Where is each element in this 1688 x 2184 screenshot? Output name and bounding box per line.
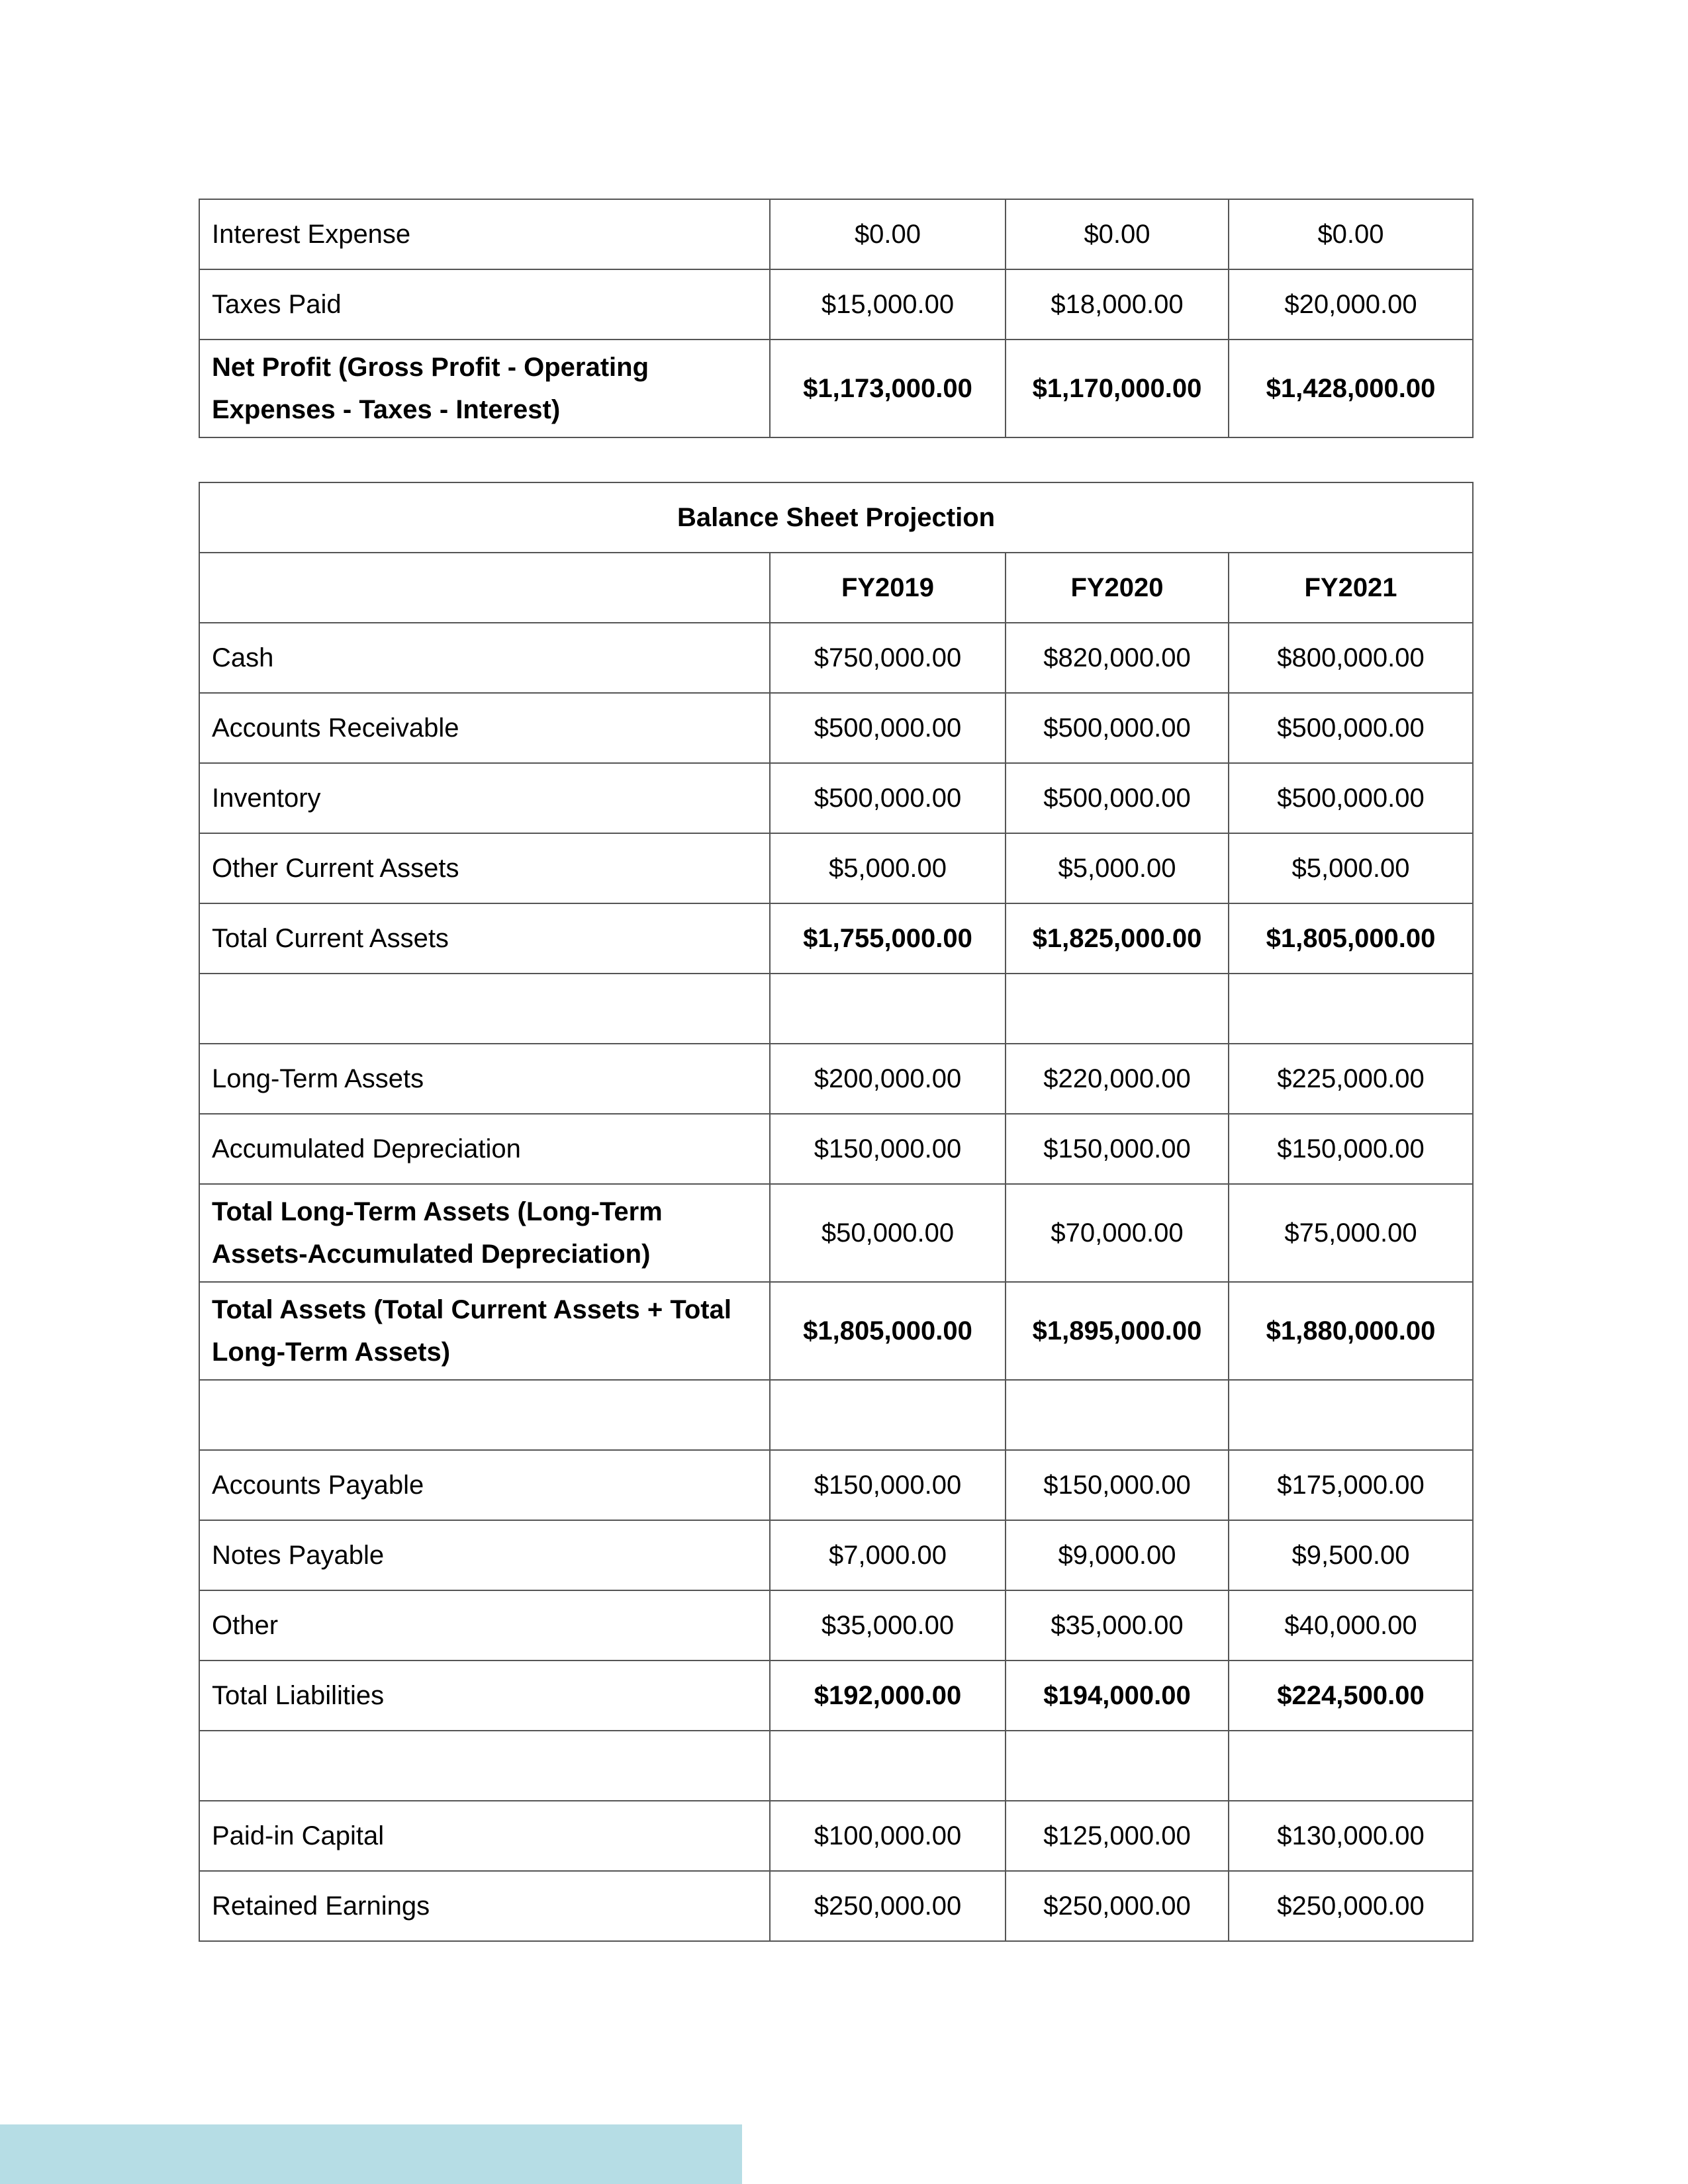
table-row <box>199 1450 1473 1520</box>
value-cell: $1,170,000.00 <box>1006 340 1229 437</box>
year-header: FY2020 <box>1006 553 1229 623</box>
value-cell: $5,000.00 <box>770 833 1006 903</box>
value-cell: $125,000.00 <box>1006 1801 1229 1871</box>
table-row <box>199 693 1473 763</box>
value-cell: $50,000.00 <box>770 1184 1006 1282</box>
value-cell: $0.00 <box>770 199 1006 269</box>
value-cell: $1,428,000.00 <box>1229 340 1473 437</box>
value-cell: $820,000.00 <box>1006 623 1229 693</box>
table-row <box>199 903 1473 974</box>
table-row <box>199 1184 1473 1282</box>
value-cell: $500,000.00 <box>1006 693 1229 763</box>
balance-sheet-table <box>199 482 1474 1942</box>
value-cell <box>1006 1380 1229 1450</box>
value-cell: $200,000.00 <box>770 1044 1006 1114</box>
table-row <box>199 1801 1473 1871</box>
value-cell: $500,000.00 <box>770 693 1006 763</box>
row-label: Accumulated Depreciation <box>199 1114 770 1184</box>
value-cell: $150,000.00 <box>1006 1114 1229 1184</box>
row-label: Inventory <box>199 763 770 833</box>
table-title: Balance Sheet Projection <box>199 482 1473 553</box>
value-cell: $250,000.00 <box>1006 1871 1229 1941</box>
value-cell: $150,000.00 <box>770 1114 1006 1184</box>
row-label: Other Current Assets <box>199 833 770 903</box>
value-cell: $0.00 <box>1229 199 1473 269</box>
row-label: Taxes Paid <box>199 269 770 340</box>
value-cell: $1,173,000.00 <box>770 340 1006 437</box>
table-spacer-row <box>199 974 1473 1044</box>
row-label: Total Liabilities <box>199 1661 770 1731</box>
value-cell: $40,000.00 <box>1229 1590 1473 1661</box>
value-cell: $0.00 <box>1006 199 1229 269</box>
value-cell: $250,000.00 <box>1229 1871 1473 1941</box>
value-cell <box>770 1380 1006 1450</box>
value-cell: $1,805,000.00 <box>770 1282 1006 1380</box>
table-row <box>199 340 1473 437</box>
value-cell: $500,000.00 <box>770 763 1006 833</box>
row-label: Total Long-Term Assets (Long-Term Assets-Accumulated Depreciation) <box>199 1184 770 1282</box>
value-cell: $1,895,000.00 <box>1006 1282 1229 1380</box>
row-label: Paid-in Capital <box>199 1801 770 1871</box>
row-label <box>199 974 770 1044</box>
value-cell: $800,000.00 <box>1229 623 1473 693</box>
row-label: Cash <box>199 623 770 693</box>
value-cell: $100,000.00 <box>770 1801 1006 1871</box>
table-row <box>199 1114 1473 1184</box>
value-cell: $35,000.00 <box>1006 1590 1229 1661</box>
year-header: FY2019 <box>770 553 1006 623</box>
row-label: Retained Earnings <box>199 1871 770 1941</box>
value-cell: $1,825,000.00 <box>1006 903 1229 974</box>
table-spacer-row <box>199 1731 1473 1801</box>
table-row <box>199 763 1473 833</box>
row-label <box>199 1731 770 1801</box>
value-cell: $1,755,000.00 <box>770 903 1006 974</box>
footer-accent-bar <box>0 2124 742 2184</box>
table-row <box>199 1871 1473 1941</box>
row-label: Interest Expense <box>199 199 770 269</box>
value-cell: $150,000.00 <box>1006 1450 1229 1520</box>
value-cell: $500,000.00 <box>1006 763 1229 833</box>
value-cell: $500,000.00 <box>1229 693 1473 763</box>
value-cell <box>770 974 1006 1044</box>
value-cell <box>1229 974 1473 1044</box>
table-row <box>199 1044 1473 1114</box>
row-label: Total Current Assets <box>199 903 770 974</box>
value-cell: $750,000.00 <box>770 623 1006 693</box>
value-cell: $7,000.00 <box>770 1520 1006 1590</box>
value-cell: $75,000.00 <box>1229 1184 1473 1282</box>
value-cell: $224,500.00 <box>1229 1661 1473 1731</box>
table-row <box>199 833 1473 903</box>
value-cell: $70,000.00 <box>1006 1184 1229 1282</box>
table-title-row <box>199 482 1473 553</box>
value-cell: $175,000.00 <box>1229 1450 1473 1520</box>
table-row <box>199 1520 1473 1590</box>
header-empty-cell <box>199 553 770 623</box>
value-cell: $18,000.00 <box>1006 269 1229 340</box>
balance-table-body <box>199 482 1473 1941</box>
value-cell: $5,000.00 <box>1006 833 1229 903</box>
value-cell: $9,500.00 <box>1229 1520 1473 1590</box>
value-cell: $194,000.00 <box>1006 1661 1229 1731</box>
value-cell <box>1229 1380 1473 1450</box>
table-row <box>199 1661 1473 1731</box>
row-label: Net Profit (Gross Profit - Operating Expenses - Taxes - Interest) <box>199 340 770 437</box>
income-table-body <box>199 199 1473 437</box>
value-cell: $130,000.00 <box>1229 1801 1473 1871</box>
value-cell: $225,000.00 <box>1229 1044 1473 1114</box>
table-row <box>199 623 1473 693</box>
row-label: Accounts Payable <box>199 1450 770 1520</box>
row-label: Notes Payable <box>199 1520 770 1590</box>
year-header-row <box>199 553 1473 623</box>
row-label: Other <box>199 1590 770 1661</box>
income-statement-continuation-table <box>199 199 1474 438</box>
value-cell: $500,000.00 <box>1229 763 1473 833</box>
table-row <box>199 1282 1473 1380</box>
table-row <box>199 199 1473 269</box>
value-cell: $20,000.00 <box>1229 269 1473 340</box>
value-cell: $220,000.00 <box>1006 1044 1229 1114</box>
table-row <box>199 1590 1473 1661</box>
value-cell: $15,000.00 <box>770 269 1006 340</box>
value-cell <box>1006 974 1229 1044</box>
value-cell <box>1006 1731 1229 1801</box>
value-cell: $5,000.00 <box>1229 833 1473 903</box>
value-cell: $1,805,000.00 <box>1229 903 1473 974</box>
value-cell: $192,000.00 <box>770 1661 1006 1731</box>
year-header: FY2021 <box>1229 553 1473 623</box>
value-cell <box>770 1731 1006 1801</box>
row-label: Total Assets (Total Current Assets + Total Long-Term Assets) <box>199 1282 770 1380</box>
row-label <box>199 1380 770 1450</box>
table-row <box>199 269 1473 340</box>
table-spacer-row <box>199 1380 1473 1450</box>
row-label: Accounts Receivable <box>199 693 770 763</box>
value-cell: $150,000.00 <box>1229 1114 1473 1184</box>
value-cell: $250,000.00 <box>770 1871 1006 1941</box>
value-cell <box>1229 1731 1473 1801</box>
value-cell: $1,880,000.00 <box>1229 1282 1473 1380</box>
value-cell: $35,000.00 <box>770 1590 1006 1661</box>
value-cell: $9,000.00 <box>1006 1520 1229 1590</box>
value-cell: $150,000.00 <box>770 1450 1006 1520</box>
row-label: Long-Term Assets <box>199 1044 770 1114</box>
